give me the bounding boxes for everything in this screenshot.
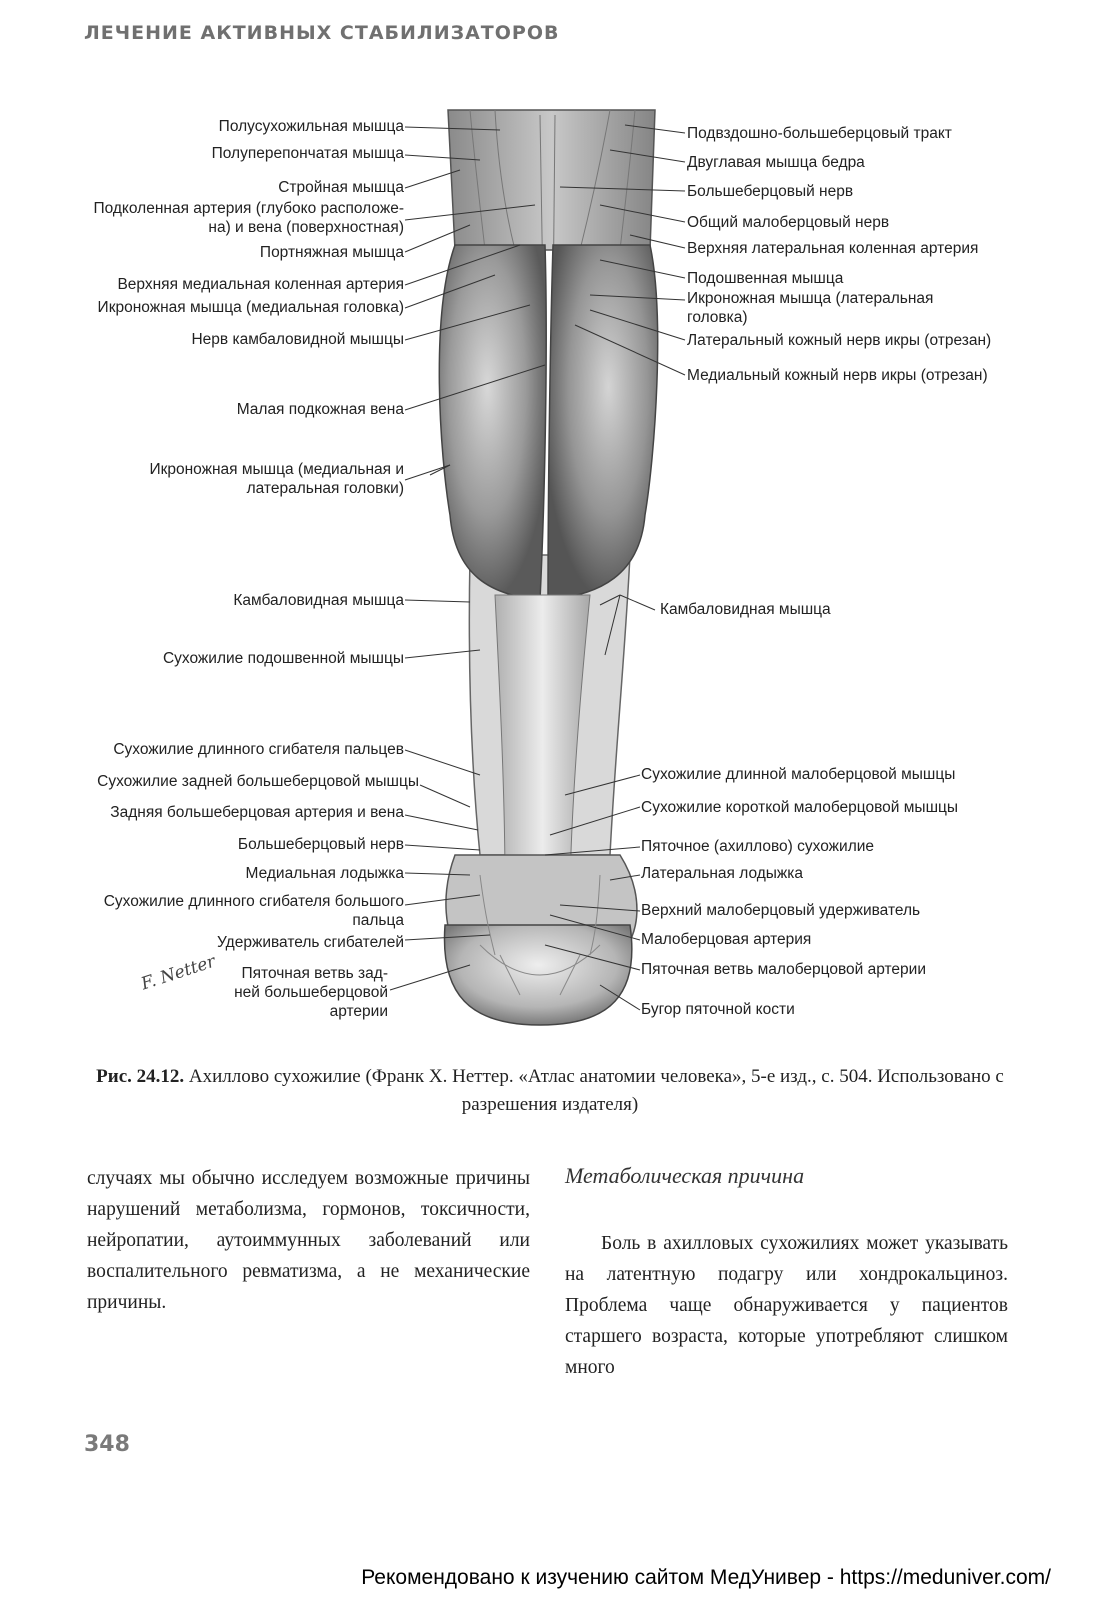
label-left-12: Сухожилие длинного сгибателя пальцев	[113, 741, 404, 758]
section-heading: Метаболическая причина	[565, 1163, 805, 1188]
label-right-11: Сухожилие короткой малоберцовой мышцы	[641, 799, 959, 816]
label-left-19: Пяточная ветвь зад- ней большеберцовой артерии	[234, 965, 388, 1020]
label-left-17: Сухожилие длинного сгибателя большого пальца	[103, 893, 404, 929]
label-right-4: Верхняя латеральная коленная артерия	[687, 240, 979, 257]
label-left-9: Икроножная мышца (медиальная и латеральная головки)	[149, 461, 404, 497]
label-left-0: Полусухожильная мышца	[218, 118, 404, 135]
label-left-14: Задняя большеберцовая артерия и вена	[110, 804, 404, 821]
label-left-15: Большеберцовый нерв	[237, 836, 404, 853]
label-right-10: Сухожилие длинной малоберцовой мышцы	[641, 766, 956, 783]
label-left-2: Стройная мышца	[278, 179, 404, 196]
label-left-11: Сухожилие подошвенной мышцы	[162, 650, 404, 667]
label-left-5: Верхняя медиальная коленная артерия	[117, 276, 404, 293]
label-left-7: Нерв камбаловидной мышцы	[191, 331, 404, 348]
label-right-17: Бугор пяточной кости	[641, 1001, 795, 1018]
label-left-8: Малая подкожная вена	[236, 401, 404, 418]
label-left-4: Портняжная мышца	[259, 244, 404, 261]
label-right-9: Камбаловидная мышца	[660, 601, 831, 618]
label-right-14: Верхний малоберцовый удерживатель	[641, 902, 921, 919]
label-right-8: Медиальный кожный нерв икры (отрезан)	[687, 367, 988, 384]
label-left-1: Полуперепончатая мышца	[211, 145, 404, 162]
footer-watermark: Рекомендовано к изучению сайтом МедУнивер - https://meduniver.com/	[361, 1566, 1051, 1589]
figure-caption-label: Рис. 24.12.	[96, 1066, 185, 1087]
label-right-6: Икроножная мышца (латеральная головка)	[687, 290, 934, 326]
label-right-1: Двуглавая мышца бедра	[687, 154, 865, 171]
anatomy-figure	[0, 95, 1103, 1050]
label-right-13: Латеральная лодыжка	[641, 865, 804, 882]
label-left-16: Медиальная лодыжка	[245, 865, 404, 882]
label-right-2: Большеберцовый нерв	[687, 183, 854, 200]
label-right-5: Подошвенная мышца	[687, 270, 844, 287]
label-right-15: Малоберцовая артерия	[641, 931, 812, 948]
label-left-6: Икроножная мышца (медиальная головка)	[97, 299, 404, 316]
artist-signature: F. Netter	[138, 951, 218, 995]
label-left-13: Сухожилие задней большеберцовой мышцы	[97, 773, 419, 790]
label-right-7: Латеральный кожный нерв икры (отрезан)	[687, 332, 992, 349]
label-left-3: Подколенная артерия (глубоко расположе- на) и вена (поверхностная)	[93, 200, 404, 236]
label-left-10: Камбаловидная мышца	[233, 592, 404, 609]
body-text-right: Боль в ахилловых сухожилиях может указывать на латентную подагру или хондрокальциноз. Проблема чаще обнаруживается у пациентов старшего возраста, которые употребляют слишком много	[565, 1233, 1008, 1378]
page-number: 348	[84, 1432, 130, 1457]
label-right-0: Подвздошно-большеберцовый тракт	[687, 125, 952, 142]
running-head: ЛЕЧЕНИЕ АКТИВНЫХ СТАБИЛИЗАТОРОВ	[84, 22, 560, 44]
label-right-12: Пяточное (ахиллово) сухожилие	[641, 838, 875, 855]
figure-caption	[70, 1063, 1030, 1119]
body-text-left: случаях мы обычно исследуем возможные причины нарушений метаболизма, гормонов, токсичности, нейропатии, аутоиммунных заболеваний или воспалительного ревматизма, а не механические причины.	[87, 1168, 530, 1313]
label-right-3: Общий малоберцовый нерв	[687, 214, 890, 231]
label-right-16: Пяточная ветвь малоберцовой артерии	[641, 961, 926, 978]
label-left-18: Удерживатель сгибателей	[217, 934, 404, 951]
figure-caption-text: Ахиллово сухожилие (Франк Х. Неттер. «Атлас анатомии человека», 5-е изд., с. 504. Использовано с разрешения издателя)	[184, 1066, 1004, 1115]
